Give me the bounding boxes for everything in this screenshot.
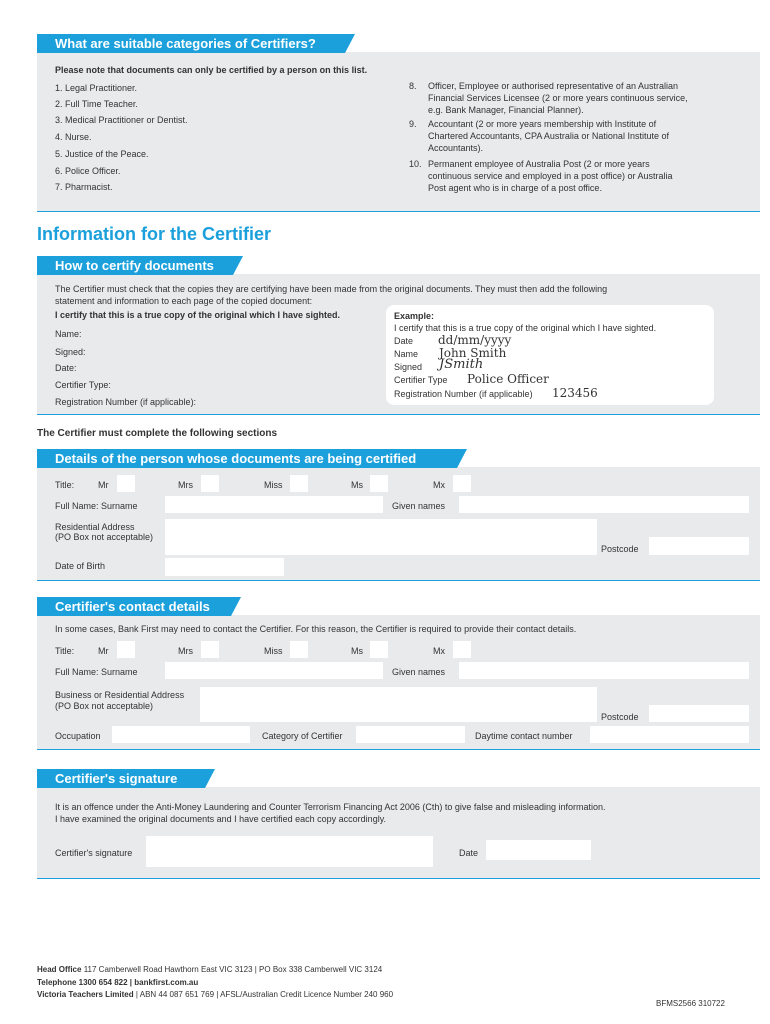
person-given-input[interactable] bbox=[459, 496, 749, 513]
certifier-surname-label: Full Name: Surname bbox=[55, 667, 138, 677]
person-title-miss-label: Miss bbox=[264, 480, 283, 490]
person-title-label: Title: bbox=[55, 480, 75, 490]
certifier-occupation-label: Occupation bbox=[55, 731, 101, 741]
footer-head-office-label: Head Office bbox=[37, 965, 82, 974]
certifier-surname-input[interactable] bbox=[165, 662, 383, 679]
signature-date-input[interactable] bbox=[486, 840, 591, 860]
person-dob-label: Date of Birth bbox=[55, 561, 106, 571]
signature-heading: Certifier's signature bbox=[37, 769, 205, 788]
certifier-category-label: Category of Certifier bbox=[262, 731, 343, 741]
example-name-value: John Smith bbox=[439, 346, 507, 360]
person-heading: Details of the person whose documents are being certified bbox=[37, 449, 457, 468]
certifier-title-label: Title: bbox=[55, 646, 75, 656]
how-to-label-name: Name: bbox=[55, 329, 82, 339]
how-to-intro: The Certifier must check that the copies they are certifying have been made from the original documents. They must then add the following bbox=[55, 284, 608, 294]
person-title-mrs-checkbox[interactable] bbox=[201, 475, 219, 492]
category-item-9: Accountants). bbox=[428, 143, 484, 153]
footer-vtl-name: Victoria Teachers Limited bbox=[37, 990, 134, 999]
certifier-title-mr-checkbox[interactable] bbox=[117, 641, 135, 658]
person-address-input[interactable] bbox=[165, 519, 597, 555]
category-item: 1. Legal Practitioner. bbox=[55, 83, 138, 93]
category-item-10: Permanent employee of Australia Post (2 or more years bbox=[428, 159, 650, 169]
certifier-title-mx-label: Mx bbox=[433, 646, 445, 656]
example-date-value: dd/mm/yyyy bbox=[438, 333, 512, 347]
certifier-title-mrs-label: Mrs bbox=[178, 646, 193, 656]
person-dob-input[interactable] bbox=[165, 558, 284, 576]
example-type-label: Certifier Type bbox=[394, 375, 448, 385]
category-item-10: Post agent who is in charge of a post office. bbox=[428, 183, 602, 193]
signature-input[interactable] bbox=[146, 836, 433, 867]
certifier-category-input[interactable] bbox=[356, 726, 465, 743]
certifier-title-miss-checkbox[interactable] bbox=[290, 641, 308, 658]
certifier-given-input[interactable] bbox=[459, 662, 749, 679]
category-item: 4. Nurse. bbox=[55, 132, 92, 142]
category-item: 5. Justice of the Peace. bbox=[55, 149, 149, 159]
example-date-label: Date bbox=[394, 336, 414, 346]
person-address-note: (PO Box not acceptable) bbox=[55, 532, 154, 542]
person-given-label: Given names bbox=[392, 501, 446, 511]
category-item-9: Chartered Accountants, CPA Australia or National Institute of bbox=[428, 131, 669, 141]
category-item: 6. Police Officer. bbox=[55, 166, 121, 176]
certifier-address-note: (PO Box not acceptable) bbox=[55, 701, 154, 711]
person-title-mx-checkbox[interactable] bbox=[453, 475, 471, 492]
category-num-9: 9. bbox=[409, 119, 417, 129]
signature-date-label: Date bbox=[459, 848, 479, 858]
person-title-mr-label: Mr bbox=[98, 480, 109, 490]
category-item-8: Financial Services Licensee (2 or more years continuous service, bbox=[428, 93, 688, 103]
certifier-title-mrs-checkbox[interactable] bbox=[201, 641, 219, 658]
certifier-title-mx-checkbox[interactable] bbox=[453, 641, 471, 658]
category-num-10: 10. bbox=[409, 159, 422, 169]
certifier-address-label: Business or Residential Address bbox=[55, 690, 185, 700]
certifier-title-miss-label: Miss bbox=[264, 646, 283, 656]
category-item-9: Accountant (2 or more years membership with Institute of bbox=[428, 119, 657, 129]
signature-declaration: I have examined the original documents and I have certified each copy accordingly. bbox=[55, 814, 387, 824]
example-signed-label: Signed bbox=[394, 362, 423, 372]
info-heading: Information for the Certifier bbox=[37, 224, 272, 244]
person-postcode-label: Postcode bbox=[601, 544, 639, 554]
person-surname-input[interactable] bbox=[165, 496, 383, 513]
certifier-postcode-label: Postcode bbox=[601, 712, 639, 722]
footer-telephone: Telephone 1300 654 822 | bankfirst.com.au bbox=[37, 978, 199, 987]
category-num-8: 8. bbox=[409, 81, 417, 91]
how-to-intro: statement and information to each page of the copied document: bbox=[55, 296, 313, 306]
example-signed-value: JSmith bbox=[439, 357, 484, 372]
categories-heading: What are suitable categories of Certifiers? bbox=[37, 34, 345, 53]
certifier-occupation-input[interactable] bbox=[112, 726, 250, 743]
how-to-label-date: Date: bbox=[55, 363, 77, 373]
category-item-8: Officer, Employee or authorised representative of an Australian bbox=[428, 81, 678, 91]
how-to-label-reg: Registration Number (if applicable): bbox=[55, 397, 197, 407]
person-address-label: Residential Address bbox=[55, 522, 135, 532]
certifier-heading: Certifier's contact details bbox=[37, 597, 231, 616]
person-title-ms-checkbox[interactable] bbox=[370, 475, 388, 492]
must-complete-note: The Certifier must complete the following sections bbox=[37, 428, 278, 439]
person-title-mx-label: Mx bbox=[433, 480, 445, 490]
how-to-heading: How to certify documents bbox=[37, 256, 233, 275]
category-item-8: e.g. Bank Manager, Financial Planner). bbox=[428, 105, 584, 115]
person-title-miss-checkbox[interactable] bbox=[290, 475, 308, 492]
person-title-mr-checkbox[interactable] bbox=[117, 475, 135, 492]
category-item-10: continuous service and employed in a post office) or Australia bbox=[428, 171, 673, 181]
footer-head-office-address: 117 Camberwell Road Hawthorn East VIC 3123 | PO Box 338 Camberwell VIC 3124 bbox=[83, 965, 383, 974]
certifier-daytime-input[interactable] bbox=[590, 726, 749, 743]
certifier-address-input[interactable] bbox=[200, 687, 597, 722]
example-reg-label: Registration Number (if applicable) bbox=[394, 389, 533, 399]
person-postcode-input[interactable] bbox=[649, 537, 749, 555]
footer-head-office bbox=[37, 965, 382, 974]
certifier-title-ms-label: Ms bbox=[351, 646, 363, 656]
example-name-label: Name bbox=[394, 349, 419, 359]
example-title: Example: bbox=[394, 311, 435, 321]
certifier-intro: In some cases, Bank First may need to contact the Certifier. For this reason, the Certifier is required to provide their contact details. bbox=[55, 624, 577, 634]
category-item: 2. Full Time Teacher. bbox=[55, 99, 138, 109]
categories-note: Please note that documents can only be certified by a person on this list. bbox=[55, 65, 368, 75]
person-surname-label: Full Name: Surname bbox=[55, 501, 138, 511]
certifier-title-ms-checkbox[interactable] bbox=[370, 641, 388, 658]
certifier-postcode-input[interactable] bbox=[649, 705, 749, 722]
example-reg-value: 123456 bbox=[552, 386, 598, 400]
how-to-label-type: Certifier Type: bbox=[55, 380, 111, 390]
category-item: 7. Pharmacist. bbox=[55, 182, 113, 192]
how-to-label-signed: Signed: bbox=[55, 347, 86, 357]
signature-warning: It is an offence under the Anti-Money Laundering and Counter Terrorism Financing Act 2006 (Cth) to give false and misleading information. bbox=[55, 802, 606, 812]
certifier-title-mr-label: Mr bbox=[98, 646, 109, 656]
certifier-daytime-label: Daytime contact number bbox=[475, 731, 573, 741]
example-type-value: Police Officer bbox=[467, 372, 549, 386]
signature-label: Certifier's signature bbox=[55, 848, 133, 858]
example-statement: I certify that this is a true copy of the original which I have sighted. bbox=[394, 323, 657, 333]
footer-form-code: BFMS2566 310722 bbox=[656, 999, 725, 1008]
how-to-statement: I certify that this is a true copy of the original which I have sighted. bbox=[55, 310, 341, 320]
certifier-given-label: Given names bbox=[392, 667, 446, 677]
footer-vtl bbox=[37, 990, 393, 999]
category-item: 3. Medical Practitioner or Dentist. bbox=[55, 115, 188, 125]
person-title-mrs-label: Mrs bbox=[178, 480, 193, 490]
person-title-ms-label: Ms bbox=[351, 480, 363, 490]
footer-vtl-details: | ABN 44 087 651 769 | AFSL/Australian Credit Licence Number 240 960 bbox=[135, 990, 394, 999]
